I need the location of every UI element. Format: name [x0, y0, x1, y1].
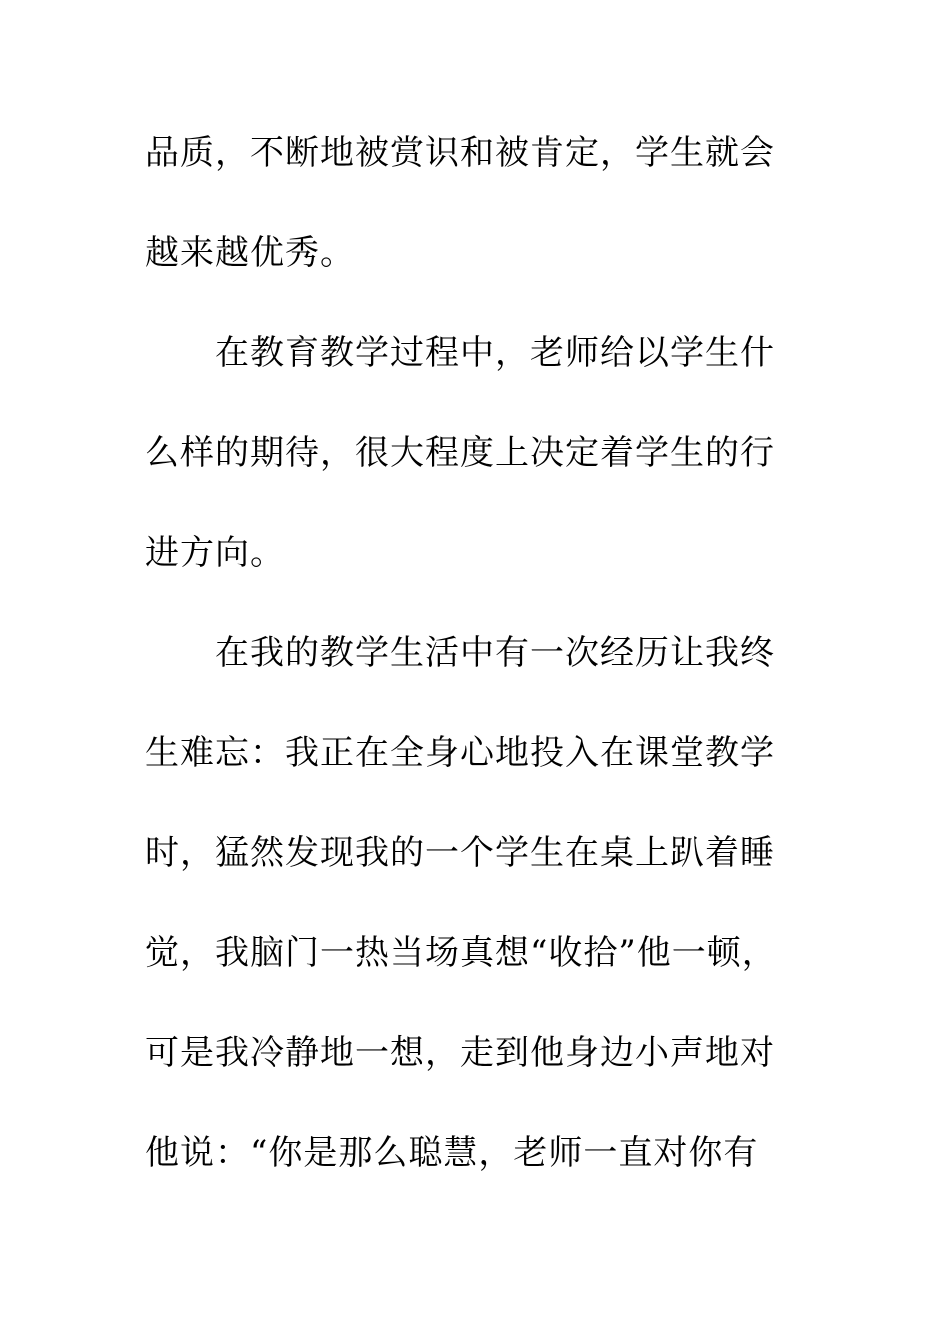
text-line: 品质，不断地被赏识和被肯定，学生就会 [145, 133, 775, 173]
text-line: 时，猛然发现我的一个学生在桌上趴着睡 [145, 833, 775, 873]
text-line: 越来越优秀。 [145, 233, 355, 273]
text-line: 么样的期待，很大程度上决定着学生的行 [145, 433, 775, 473]
text-line: 觉，我脑门一热当场真想“收拾”他一顿， [145, 933, 777, 973]
text-line: 他说：“你是那么聪慧，老师一直对你有 [145, 1133, 759, 1173]
text-line: 进方向。 [145, 533, 285, 573]
paragraph-start-line: 在我的教学生活中有一次经历让我终 [215, 633, 775, 673]
text-line: 生难忘：我正在全身心地投入在课堂教学 [145, 733, 775, 773]
text-line: 可是我冷静地一想，走到他身边小声地对 [145, 1033, 775, 1073]
paragraph-start-line: 在教育教学过程中，老师给以学生什 [215, 333, 775, 373]
